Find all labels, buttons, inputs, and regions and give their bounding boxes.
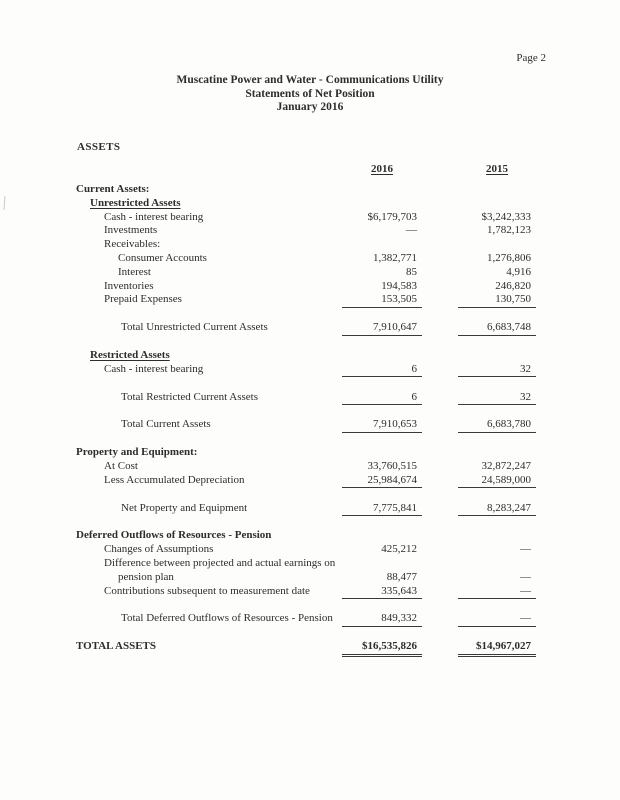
value-2015-cell: $3,242,333 [481, 210, 531, 223]
table-row [0, 252, 620, 266]
table-row [0, 585, 620, 599]
value-2016-cell: 335,643 [342, 585, 422, 600]
row-label: Deferred Outflows of Resources - Pension [76, 529, 272, 542]
row-label: Changes of Assumptions [104, 543, 214, 556]
table-row [0, 640, 620, 654]
row-label: Investments [104, 224, 158, 237]
value-2015-cell: 32 [458, 391, 536, 406]
document-title-line1: Muscatine Power and Water - Communications Utility [176, 74, 444, 86]
table-row [0, 197, 620, 211]
value-2016-cell: — [406, 224, 417, 237]
row-label: Total Unrestricted Current Assets [121, 321, 268, 334]
table-row [0, 211, 620, 225]
table-row [0, 321, 620, 335]
table-row [0, 502, 620, 516]
value-2015-cell: 246,820 [495, 279, 531, 292]
table-row [0, 224, 620, 238]
row-label: Cash - interest bearing [104, 362, 204, 375]
value-2016-cell: 194,583 [381, 279, 417, 292]
value-2015-cell: — [520, 570, 531, 583]
row-label: Prepaid Expenses [104, 293, 182, 306]
table-row [0, 418, 620, 432]
value-2015-cell: 1,782,123 [487, 224, 531, 237]
value-2016-cell: $6,179,703 [367, 210, 417, 223]
value-2015-cell: 32,872,247 [481, 459, 531, 472]
value-2016-cell: 7,910,653 [342, 418, 422, 433]
row-label: Inventories [104, 279, 154, 292]
statement-table [0, 183, 620, 654]
table-row [0, 571, 620, 585]
document-title-line2: Statements of Net Position [245, 87, 375, 100]
table-row [0, 557, 620, 571]
value-2016-cell: 7,775,841 [342, 502, 422, 517]
row-label: Difference between projected and actual earnings on [104, 556, 336, 569]
row-label: Current Assets: [76, 183, 150, 195]
value-2015-cell: 32 [458, 363, 536, 378]
value-2016-cell: 6 [342, 363, 422, 378]
page-number: Page 2 [516, 52, 546, 64]
table-row [0, 460, 620, 474]
value-2016-cell: 6 [342, 391, 422, 406]
value-2015-cell: 6,683,748 [458, 321, 536, 336]
table-row [0, 349, 620, 363]
value-2016-cell: 1,382,771 [373, 251, 417, 264]
value-2015-cell: 8,283,247 [458, 502, 536, 517]
value-2016-cell: 33,760,515 [367, 459, 417, 472]
value-2015-cell: 6,683,780 [458, 418, 536, 433]
value-2016-cell: 7,910,647 [342, 321, 422, 336]
row-label: Cash - interest bearing [104, 210, 204, 223]
document-title-line3: January 2016 [276, 101, 344, 113]
row-label: Restricted Assets [90, 348, 170, 361]
row-label: TOTAL ASSETS [76, 640, 157, 653]
value-2015-cell: 24,589,000 [458, 474, 536, 489]
value-2015-cell: — [458, 612, 536, 627]
row-label: Interest [118, 265, 151, 278]
column-headers [0, 163, 620, 177]
row-label: Total Restricted Current Assets [121, 390, 259, 403]
table-row [0, 293, 620, 307]
value-2015-cell: 4,916 [506, 265, 531, 278]
column-header-2016: 2016 [371, 163, 393, 175]
value-2015-cell: $14,967,027 [458, 640, 536, 657]
value-2015-cell: 1,276,806 [487, 251, 531, 264]
row-label: Unrestricted Assets [90, 196, 181, 209]
row-label: Net Property and Equipment [121, 501, 248, 514]
table-row [0, 543, 620, 557]
table-row [0, 280, 620, 294]
value-2015-cell: 130,750 [458, 293, 536, 308]
table-row [0, 391, 620, 405]
row-label: Total Current Assets [121, 418, 211, 431]
row-label: Contributions subsequent to measurement date [104, 584, 310, 597]
row-label: At Cost [104, 459, 138, 472]
value-2016-cell: 425,212 [381, 543, 417, 556]
value-2016-cell: 88,477 [386, 570, 417, 583]
table-row [0, 183, 620, 197]
value-2016-cell: $16,535,826 [342, 640, 422, 657]
document-title-block [0, 74, 620, 115]
row-label: Receivables: [104, 238, 161, 251]
column-header-2015: 2015 [486, 163, 508, 175]
row-label: Total Deferred Outflows of Resources - Pension [121, 612, 333, 625]
row-label: pension plan [118, 570, 174, 583]
section-heading-assets: ASSETS [77, 141, 121, 153]
table-row [0, 474, 620, 488]
value-2015-cell: — [458, 585, 536, 600]
value-2015-cell: — [520, 543, 531, 556]
table-row [0, 612, 620, 626]
row-label: Consumer Accounts [118, 251, 207, 264]
value-2016-cell: 25,984,674 [342, 474, 422, 489]
value-2016-cell: 85 [406, 265, 417, 278]
row-label: Less Accumulated Depreciation [104, 473, 245, 486]
value-2016-cell: 849,332 [342, 612, 422, 627]
table-row [0, 529, 620, 543]
row-label: Property and Equipment: [76, 446, 198, 459]
table-row [0, 446, 620, 460]
table-row [0, 238, 620, 252]
value-2016-cell: 153,505 [342, 293, 422, 308]
table-row [0, 363, 620, 377]
table-row [0, 266, 620, 280]
